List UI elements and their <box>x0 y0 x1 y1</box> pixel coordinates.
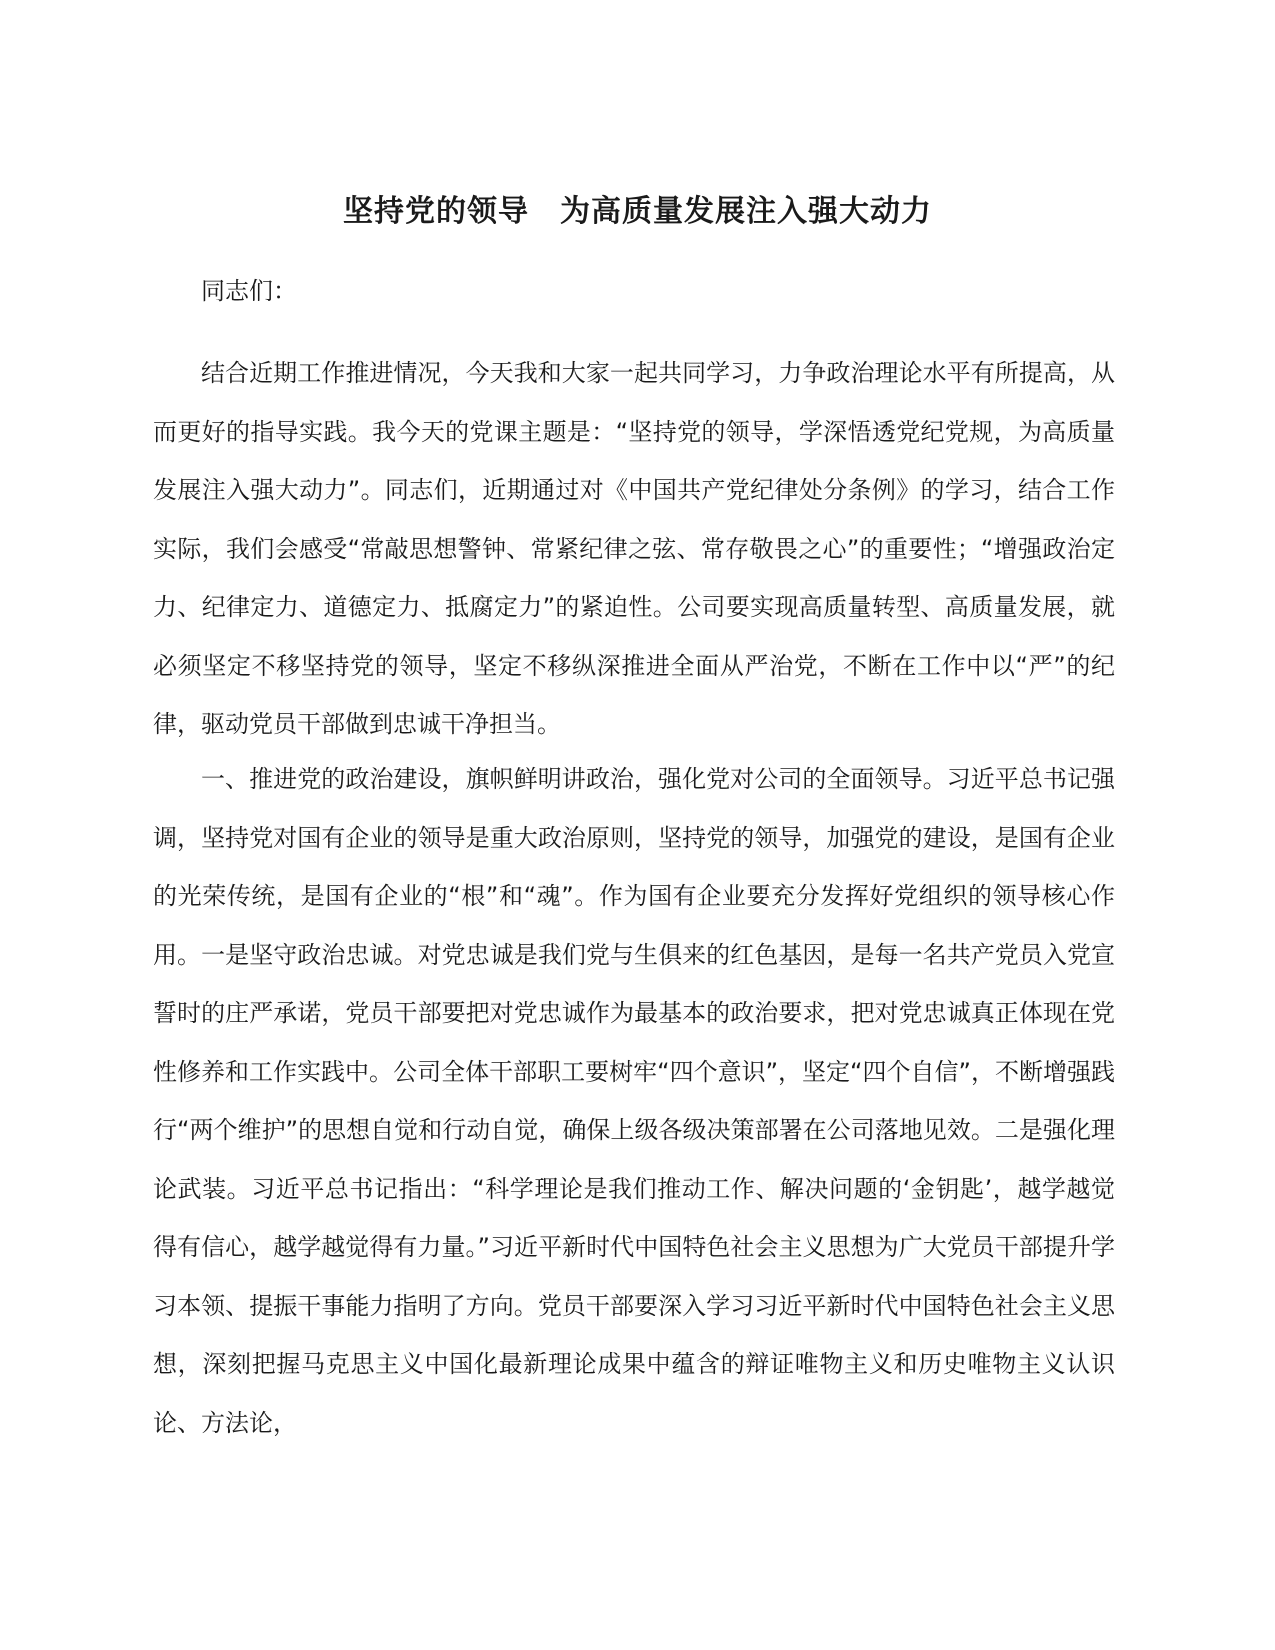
paragraph-intro: 结合近期工作推进情况，今天我和大家一起共同学习，力争政治理论水平有所提高，从而更好的指导实践。我今天的党课主题是：“坚持党的领导，学深悟透党纪党规，为高质量发展注入强大动力”。同志们，近期通过对《中国共产党纪律处分条例》的学习，结合工作实际，我们会感受“常敲思想警钟、常紧纪律之弦、常存敬畏之心”的重要性；“增强政治定力、纪律定力、道德定力、抵腐定力”的紧迫性。公司要实现高质量转型、高质量发展，就必须坚定不移坚持党的领导，坚定不移纵深推进全面从严治党，不断在工作中以“严”的纪律，驱动党员干部做到忠诚干净担当。 <box>153 359 1115 738</box>
document-title: 坚持党的领导 为高质量发展注入强大动力 <box>343 194 932 229</box>
greeting: 同志们： <box>201 277 297 305</box>
paragraph-section-one: 一、推进党的政治建设，旗帜鲜明讲政治，强化党对公司的全面领导。习近平总书记强调，坚持党对国有企业的领导是重大政治原则，坚持党的领导，加强党的建设，是国有企业的光荣传统，是国有企业的“根”和“魂”。作为国有企业要充分发挥好党组织的领导核心作用。一是坚守政治忠诚。对党忠诚是我们党与生俱来的红色基因，是每一名共产党员入党宣誓时的庄严承诺，党员干部要把对党忠诚作为最基本的政治要求，把对党忠诚真正体现在党性修养和工作实践中。公司全体干部职工要树牢“四个意识”，坚定“四个自信”，不断增强践行“两个维护”的思想自觉和行动自觉，确保上级各级决策部署在公司落地见效。二是强化理论武装。习近平总书记指出：“科学理论是我们推动工作、解决问题的‘金钥匙’，越学越觉得有信心，越学越觉得有力量。”习近平新时代中国特色社会主义思想为广大党员干部提升学习本领、提振干事能力指明了方向。党员干部要深入学习习近平新时代中国特色社会主义思想，深刻把握马克思主义中国化最新理论成果中蕴含的辩证唯物主义和历史唯物主义认识论、方法论， <box>153 765 1115 1437</box>
